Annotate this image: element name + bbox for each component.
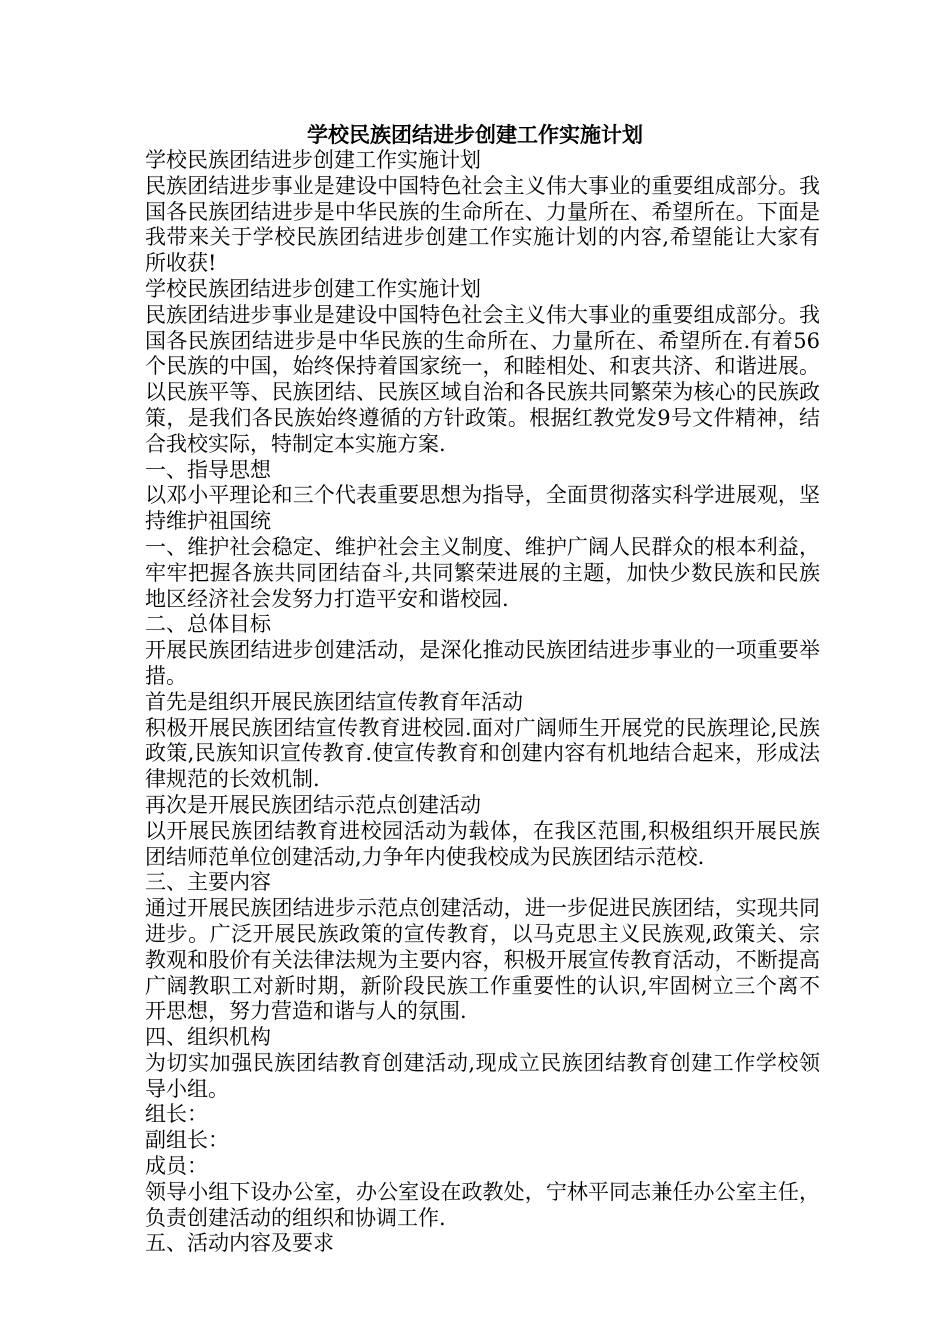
section-heading-main-content: 三、主要内容 [145, 870, 271, 895]
section-heading-organization: 四、组织机构 [145, 1025, 271, 1050]
paragraph-guiding-ideology: 以邓小平理论和三个代表重要思想为指导，全面贯彻落实科学进展观，坚持维护祖国统 [145, 483, 820, 534]
paragraph-subtitle-repeat: 学校民族团结进步创建工作实施计划 [145, 276, 481, 301]
paragraph-intro: 民族团结进步事业是建设中国特色社会主义伟大事业的重要组成部分。我国各民族团结进步是中华民族的生命所在、力量所在、希望所在。下面是我带来关于学校民族团结进步创建工作实施计划的内容,希望能让大家有所收获! [145, 173, 820, 276]
paragraph-leader: 组长： [145, 1102, 208, 1127]
paragraph-members: 成员： [145, 1154, 208, 1179]
section-heading-guiding-ideology: 一、指导思想 [145, 457, 271, 482]
paragraph-subtitle: 学校民族团结进步创建工作实施计划 [145, 148, 481, 172]
paragraph-first-activity: 首先是组织开展民族团结宣传教育年活动 [145, 689, 523, 714]
paragraph-demonstration: 以开展民族团结教育进校园活动为载体，在我区范围,积极组织开展民族团结师范单位创建活动,力争年内使我校成为民族团结示范校. [145, 818, 820, 869]
section-heading-activities: 五、活动内容及要求 [145, 1231, 334, 1256]
paragraph-organization: 为切实加强民族团结教育创建活动,现成立民族团结教育创建工作学校领导小组。 [145, 1050, 820, 1101]
paragraph-stability: 一、维护社会稳定、维护社会主义制度、维护广阔人民群众的根本利益，牢牢把握各族共同团结奋斗,共同繁荣进展的主题，加快少数民族和民族地区经济社会发努力打造平安和谐校园. [145, 534, 820, 611]
paragraph-overall-goal: 开展民族团结进步创建活动，是深化推动民族团结进步事业的一项重要举措。 [145, 638, 820, 688]
paragraph-second-activity: 再次是开展民族团结示范点创建活动 [145, 792, 481, 817]
paragraph-main-content: 通过开展民族团结进步示范点创建活动，进一步促进民族团结，实现共同进步。广泛开展民族政策的宣传教育，以马克思主义民族观,政策关、宗教观和股价有关法律法规为主要内容，积极开展宣传教育活动，不断提高广阔教职工对新时期，新阶段民族工作重要性的认识,牢固树立三个离不开思想，努力营造和谐与人的氛围. [145, 896, 820, 1024]
paragraph-publicity: 积极开展民族团结宣传教育进校园.面对广阔师生开展党的民族理论,民族政策,民族知识宣传教育.使宣传教育和创建内容有机地结合起来，形成法律规范的长效机制. [145, 715, 820, 792]
paragraph-office: 领导小组下设办公室，办公室设在政教处，宁林平同志兼任办公室主任，负责创建活动的组织和协调工作. [145, 1179, 820, 1230]
document-body [145, 148, 820, 1257]
document-title: 学校民族团结进步创建工作实施计划 [307, 123, 643, 147]
paragraph-background: 民族团结进步事业是建设中国特色社会主义伟大事业的重要组成部分。我国各民族团结进步是中华民族的生命所在、力量所在、希望所在.有着56个民族的中国，始终保持着国家统一，和睦相处、和衷共济、和谐进展。以民族平等、民族团结、民族区域自治和各民族共同繁荣为核心的民族政策，是我们各民族始终遵循的方针政策。根据红教党发9号文件精神，结合我校实际，特制定本实施方案. [145, 302, 820, 456]
paragraph-deputy-leader: 副组长： [145, 1128, 229, 1153]
section-heading-overall-goal: 二、总体目标 [145, 612, 271, 637]
